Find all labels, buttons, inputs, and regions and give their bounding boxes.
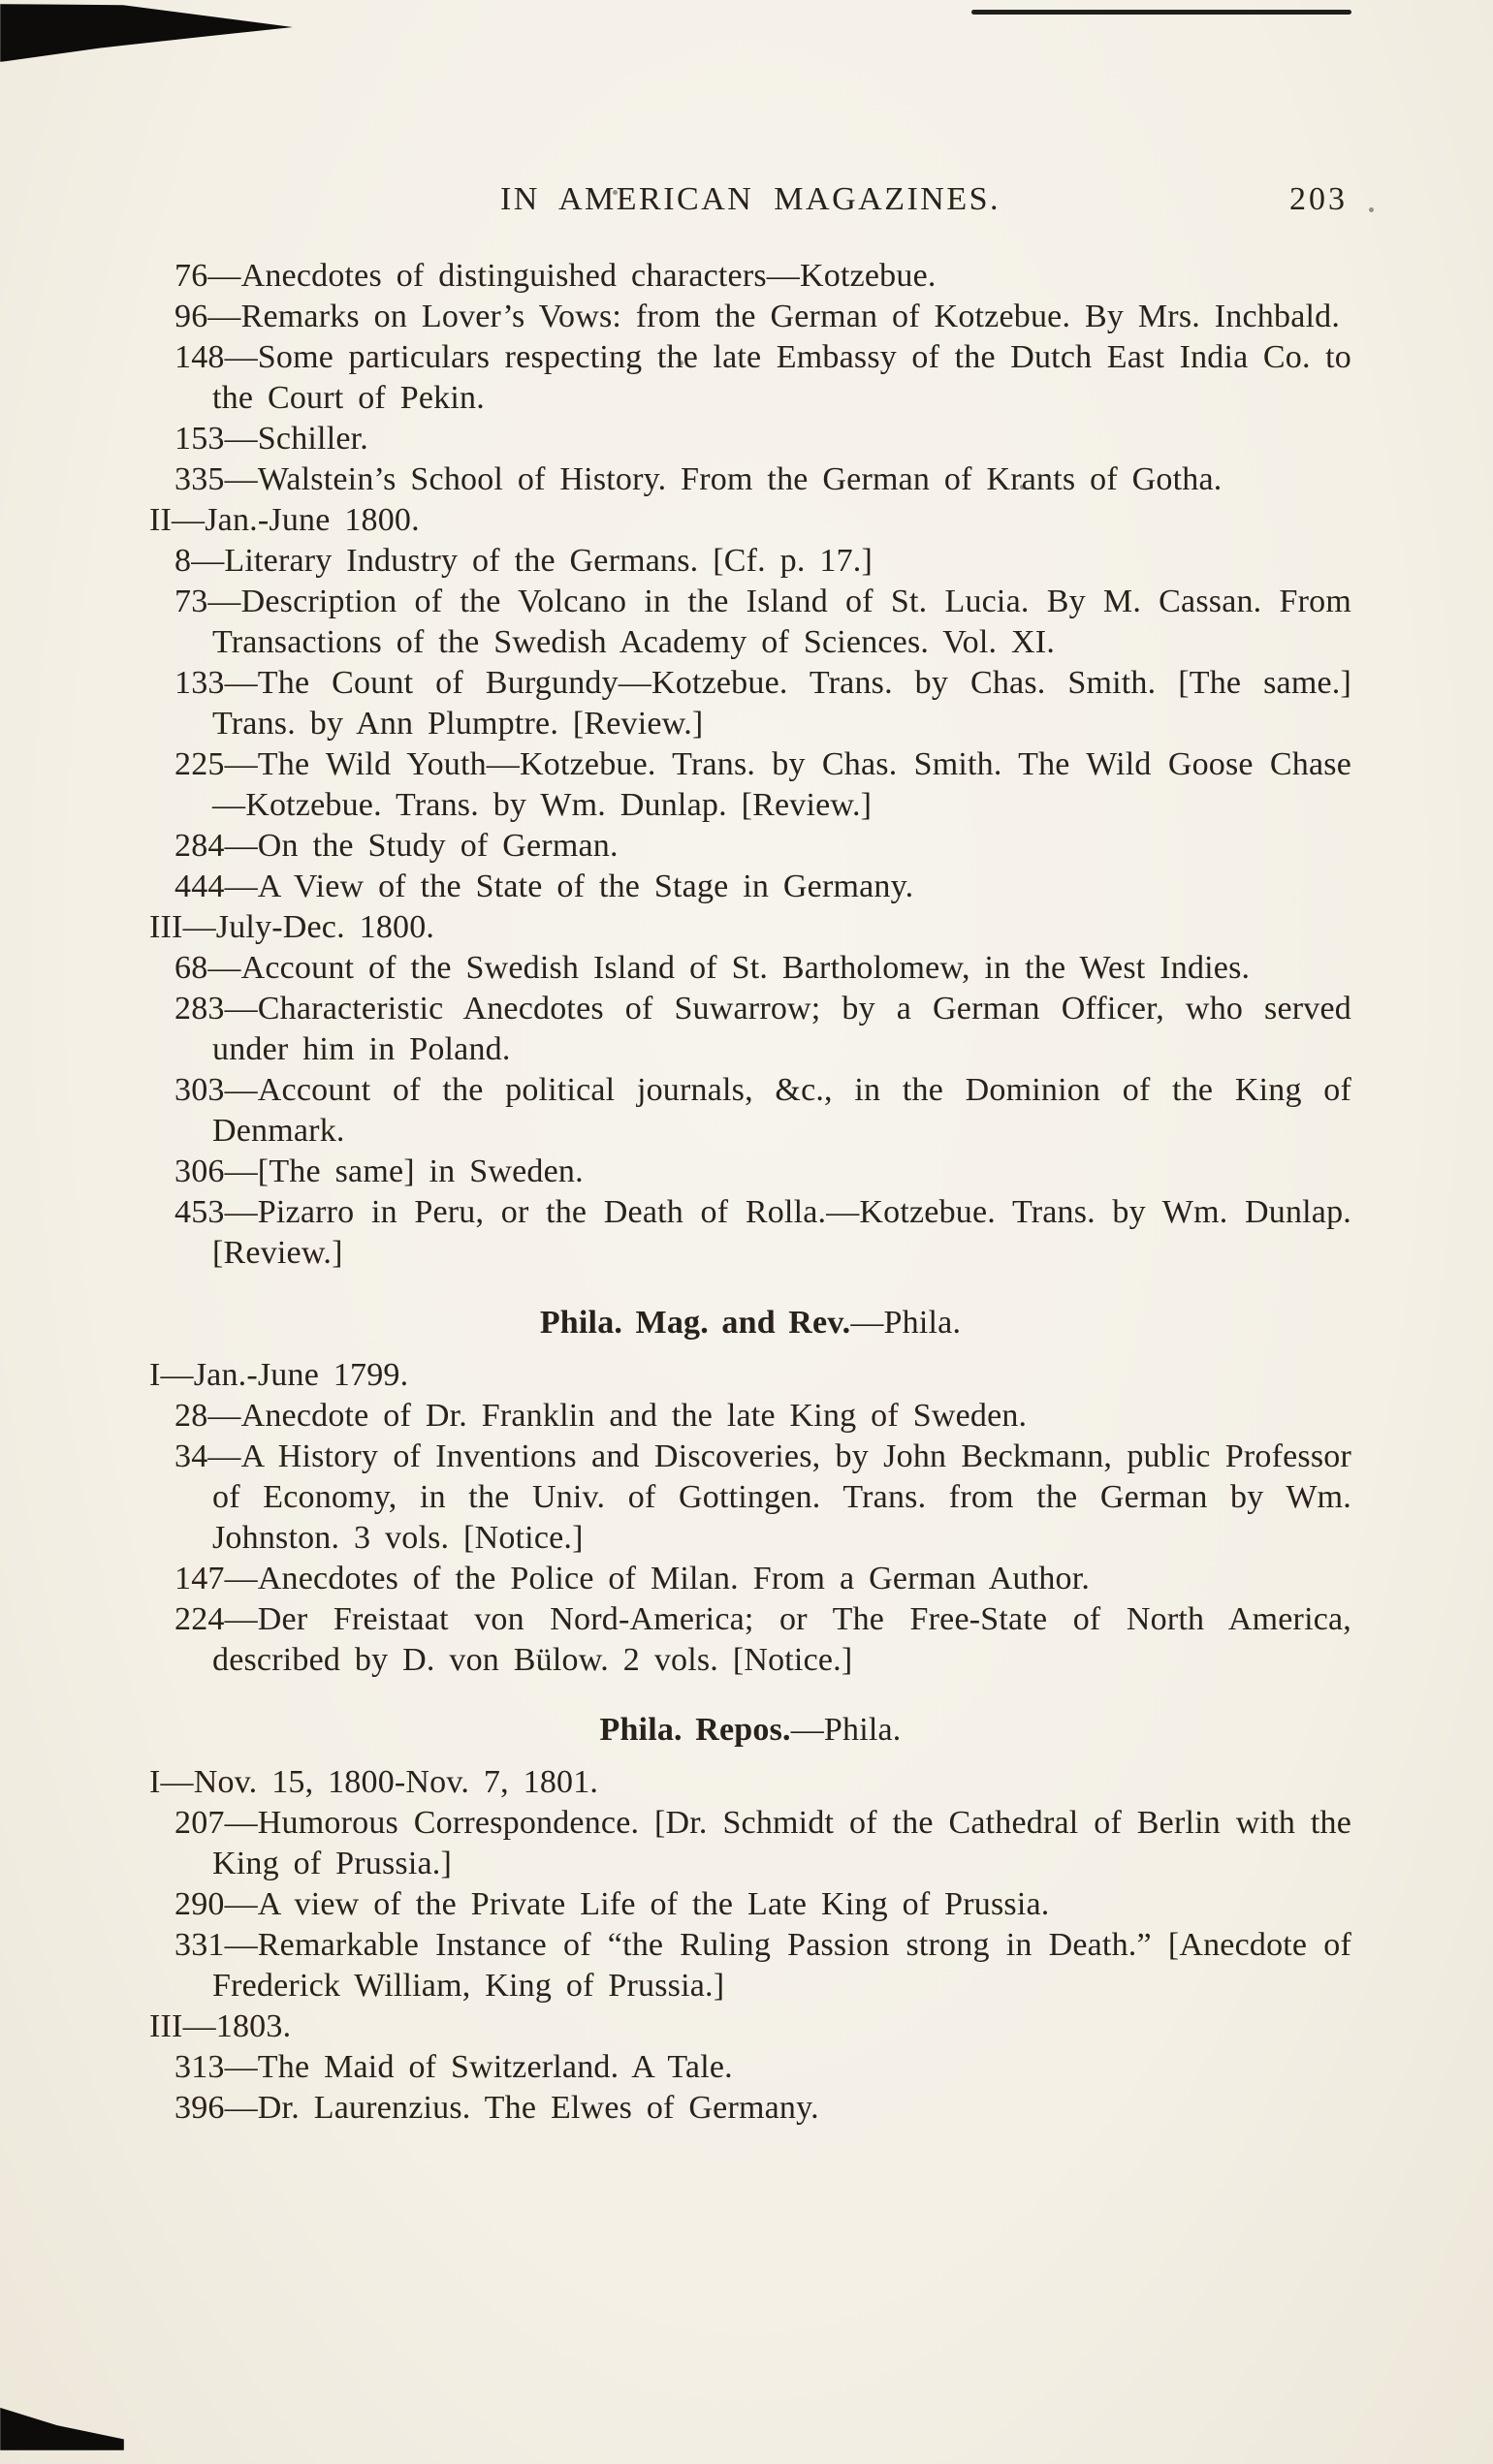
volume-heading: I—Nov. 15, 1800-Nov. 7, 1801. bbox=[149, 1764, 599, 1800]
volume-heading: III—July-Dec. 1800. bbox=[149, 909, 435, 945]
running-title: IN AMERICAN MAGAZINES. bbox=[499, 181, 1001, 217]
index-entry: 453—Pizarro in Peru, or the Death of Rolla.—Kotzebue. Trans. by Wm. Dunlap. [Review.] bbox=[175, 1194, 1351, 1271]
section-heading-phila-repos bbox=[149, 1710, 1351, 1751]
index-entry: 207—Humorous Correspondence. [Dr. Schmidt of the Cathedral of Berlin with the King of Prussia.] bbox=[175, 1805, 1351, 1881]
scan-artifact-top-left-corner bbox=[0, 4, 293, 62]
magazine-place: —Phila. bbox=[790, 1712, 902, 1748]
index-entry: 96—Remarks on Lover’s Vows: from the German of Kotzebue. By Mrs. Inchbald. bbox=[175, 299, 1341, 334]
volume-heading: I—Jan.-June 1799. bbox=[149, 1357, 409, 1393]
volume-heading: III—1803. bbox=[149, 2008, 292, 2044]
scan-artifact-bottom-left-corner bbox=[0, 2404, 124, 2450]
index-entry: 34—A History of Inventions and Discoveries, by John Beckmann, public Professor of Economy, in the Univ. of Gottingen. Trans. from the German by Wm. Johnston. 3 vols. [Notice.] bbox=[175, 1438, 1351, 1556]
index-entry: 76—Anecdotes of distinguished characters—Kotzebue. bbox=[175, 258, 937, 294]
section-heading-phila-mag-and-rev bbox=[149, 1303, 1351, 1343]
index-entry: 396—Dr. Laurenzius. The Elwes of Germany. bbox=[175, 2090, 819, 2126]
index-entry: 224—Der Freistaat von Nord-America; or The Free-State of North America, described by D. von Bülow. 2 vols. [Notice.] bbox=[175, 1601, 1351, 1678]
index-entry: 290—A view of the Private Life of the Late King of Prussia. bbox=[175, 1886, 1050, 1922]
index-entry: 303—Account of the political journals, &c., in the Dominion of the King of Denmark. bbox=[175, 1072, 1351, 1149]
scan-speck bbox=[1369, 207, 1374, 212]
scan-artifact-top-edge-line bbox=[971, 10, 1351, 15]
index-entry: 73—Description of the Volcano in the Island of St. Lucia. By M. Cassan. From Transactions of the Swedish Academy of Sciences. Vol. XI. bbox=[175, 584, 1351, 660]
index-entry: 313—The Maid of Switzerland. A Tale. bbox=[175, 2049, 733, 2085]
index-entry: 283—Characteristic Anecdotes of Suwarrow; by a German Officer, who served under him in Poland. bbox=[175, 991, 1351, 1067]
volume-heading: II—Jan.-June 1800. bbox=[149, 502, 420, 538]
index-entry: 148—Some particulars respecting the late Embassy of the Dutch East India Co. to the Court of Pekin. bbox=[175, 339, 1351, 416]
page-number: 203 bbox=[1289, 181, 1348, 217]
magazine-place: —Phila. bbox=[850, 1305, 962, 1341]
index-entry: 153—Schiller. bbox=[175, 421, 368, 457]
index-entry: 335—Walstein’s School of History. From the German of Krants of Gotha. bbox=[175, 461, 1223, 497]
index-entry: 284—On the Study of German. bbox=[175, 828, 619, 864]
index-entry: 8—Literary Industry of the Germans. [Cf. p. 17.] bbox=[175, 543, 873, 579]
magazine-title: Phila. Repos. bbox=[599, 1712, 791, 1748]
index-entry: 147—Anecdotes of the Police of Milan. From a German Author. bbox=[175, 1561, 1091, 1596]
index-entry: 133—The Count of Burgundy—Kotzebue. Trans. by Chas. Smith. [The same.] Trans. by Ann Plumptre. [Review.] bbox=[175, 665, 1351, 742]
magazine-title: Phila. Mag. and Rev. bbox=[539, 1305, 851, 1341]
index-entry: 444—A View of the State of the Stage in Germany. bbox=[175, 869, 914, 904]
index-text-block bbox=[149, 256, 1351, 2129]
index-entry: 68—Account of the Swedish Island of St. Bartholomew, in the West Indies. bbox=[175, 950, 1251, 986]
index-entry: 331—Remarkable Instance of “the Ruling Passion strong in Death.” [Anecdote of Frederick William, King of Prussia.] bbox=[175, 1927, 1351, 2004]
index-entry: 306—[The same] in Sweden. bbox=[175, 1153, 584, 1189]
index-entry: 28—Anecdote of Dr. Franklin and the late King of Sweden. bbox=[175, 1398, 1028, 1434]
page-header bbox=[149, 178, 1351, 223]
index-entry: 225—The Wild Youth—Kotzebue. Trans. by Chas. Smith. The Wild Goose Chase—Kotzebue. Trans. by Wm. Dunlap. [Review.] bbox=[175, 746, 1351, 823]
